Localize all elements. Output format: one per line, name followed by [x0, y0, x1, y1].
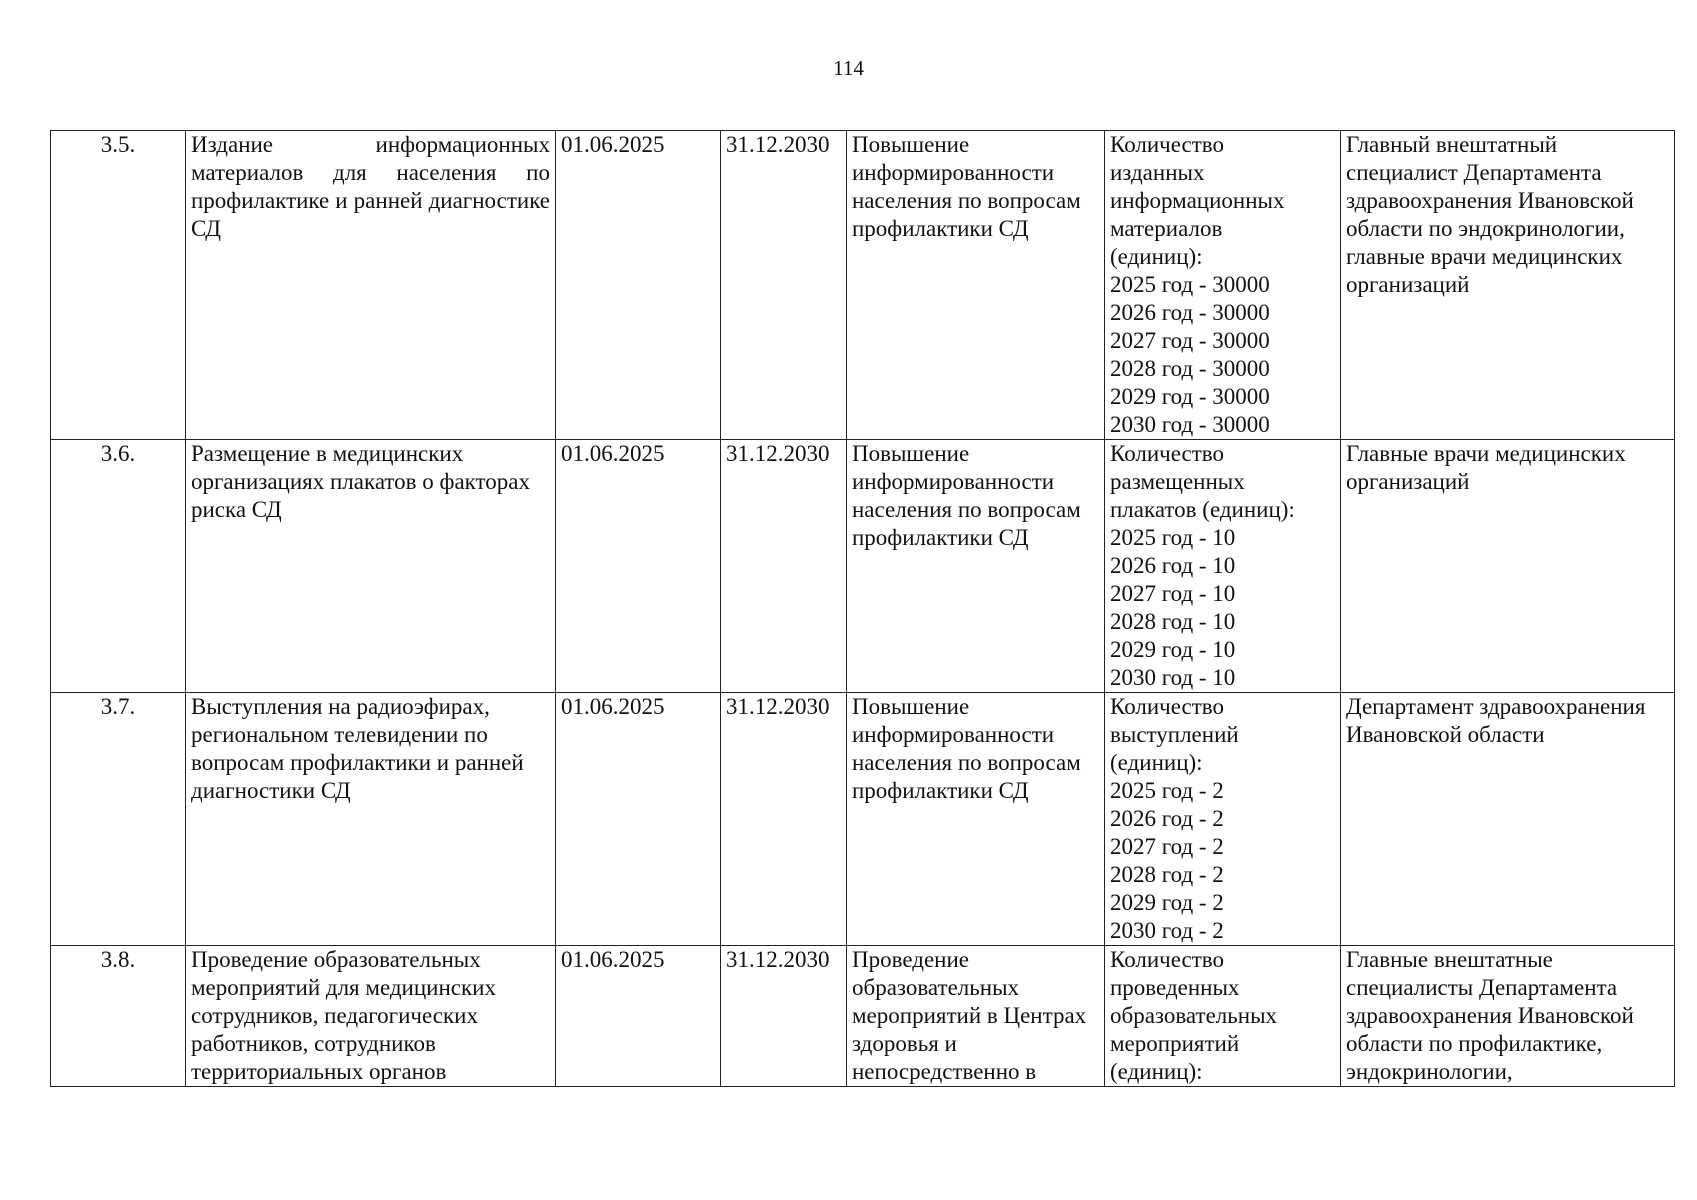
page-number: 114 [833, 56, 864, 80]
table-row [51, 131, 1675, 440]
indicator-line: 2028 год - 10 [1110, 609, 1236, 634]
indicator-line: 2026 год - 10 [1110, 553, 1236, 578]
indicator-cell [1105, 946, 1341, 1087]
indicator-line: изданных [1110, 160, 1205, 185]
expected-result: Повышение информированности населения по вопросам профилактики СД [847, 693, 1105, 946]
indicator-line: мероприятий [1110, 1031, 1240, 1056]
responsible-executor: Главный внештатный специалист Департамента здравоохранения Ивановской области по эндокринологии, главные врачи медицинских организаций [1341, 131, 1675, 440]
table-row [51, 693, 1675, 946]
start-date: 01.06.2025 [556, 131, 721, 440]
indicator-line: 2029 год - 2 [1110, 890, 1224, 915]
table-row [51, 440, 1675, 693]
start-date: 01.06.2025 [556, 440, 721, 693]
indicator-line: 2027 год - 2 [1110, 834, 1224, 859]
row-number: 3.5. [51, 131, 186, 440]
indicator-line: 2030 год - 30000 [1110, 412, 1270, 437]
start-date: 01.06.2025 [556, 946, 721, 1087]
measures-table [50, 130, 1675, 1087]
table-row [51, 946, 1675, 1087]
row-number: 3.6. [51, 440, 186, 693]
end-date: 31.12.2030 [721, 440, 847, 693]
expected-result: Повышение информированности населения по вопросам профилактики СД [847, 131, 1105, 440]
indicator-line: плакатов (единиц): [1110, 497, 1295, 522]
measure-name: Размещение в медицинских организациях плакатов о факторах риска СД [186, 440, 556, 693]
indicator-line: Количество [1110, 694, 1224, 719]
indicator-line: 2027 год - 30000 [1110, 328, 1270, 353]
measure-name: Проведение образовательных мероприятий для медицинских сотрудников, педагогических работников, сотрудников территориальных органов [186, 946, 556, 1087]
end-date: 31.12.2030 [721, 946, 847, 1087]
expected-result: Повышение информированности населения по вопросам профилактики СД [847, 440, 1105, 693]
expected-result: Проведение образовательных мероприятий в Центрах здоровья и непосредственно в [847, 946, 1105, 1087]
indicator-line: 2030 год - 10 [1110, 665, 1236, 690]
responsible-executor: Главные внештатные специалисты Департамента здравоохранения Ивановской области по профилактике, эндокринологии, [1341, 946, 1675, 1087]
measure-name: Издание информационных материалов для населения по профилактике и ранней диагностике СД [186, 131, 556, 440]
indicator-line: 2028 год - 2 [1110, 862, 1224, 887]
indicator-line: выступлений [1110, 722, 1239, 747]
indicator-line: (единиц): [1110, 1059, 1203, 1084]
indicator-line: 2026 год - 30000 [1110, 300, 1270, 325]
indicator-line: 2029 год - 30000 [1110, 384, 1270, 409]
indicator-line: 2025 год - 10 [1110, 525, 1236, 550]
indicator-line: материалов [1110, 216, 1223, 241]
indicator-line: Количество [1110, 132, 1224, 157]
indicator-line: 2028 год - 30000 [1110, 356, 1270, 381]
start-date: 01.06.2025 [556, 693, 721, 946]
indicator-line: 2025 год - 30000 [1110, 272, 1270, 297]
row-number: 3.8. [51, 946, 186, 1087]
responsible-executor: Департамент здравоохранения Ивановской области [1341, 693, 1675, 946]
indicator-line: (единиц): [1110, 750, 1203, 775]
indicator-cell [1105, 693, 1341, 946]
indicator-line: 2025 год - 2 [1110, 778, 1224, 803]
indicator-line: информационных [1110, 188, 1285, 213]
responsible-executor: Главные врачи медицинских организаций [1341, 440, 1675, 693]
measure-name: Выступления на радиоэфирах, региональном телевидении по вопросам профилактики и ранней диагностики СД [186, 693, 556, 946]
row-number: 3.7. [51, 693, 186, 946]
indicator-line: (единиц): [1110, 244, 1203, 269]
indicator-line: 2030 год - 2 [1110, 918, 1224, 943]
end-date: 31.12.2030 [721, 693, 847, 946]
indicator-line: размещенных [1110, 469, 1245, 494]
indicator-line: 2029 год - 10 [1110, 637, 1236, 662]
indicator-cell [1105, 440, 1341, 693]
indicator-line: 2027 год - 10 [1110, 581, 1236, 606]
indicator-line: проведенных [1110, 975, 1240, 1000]
indicator-cell [1105, 131, 1341, 440]
indicator-line: образовательных [1110, 1003, 1278, 1028]
indicator-line: Количество [1110, 947, 1224, 972]
indicator-line: Количество [1110, 441, 1224, 466]
end-date: 31.12.2030 [721, 131, 847, 440]
indicator-line: 2026 год - 2 [1110, 806, 1224, 831]
